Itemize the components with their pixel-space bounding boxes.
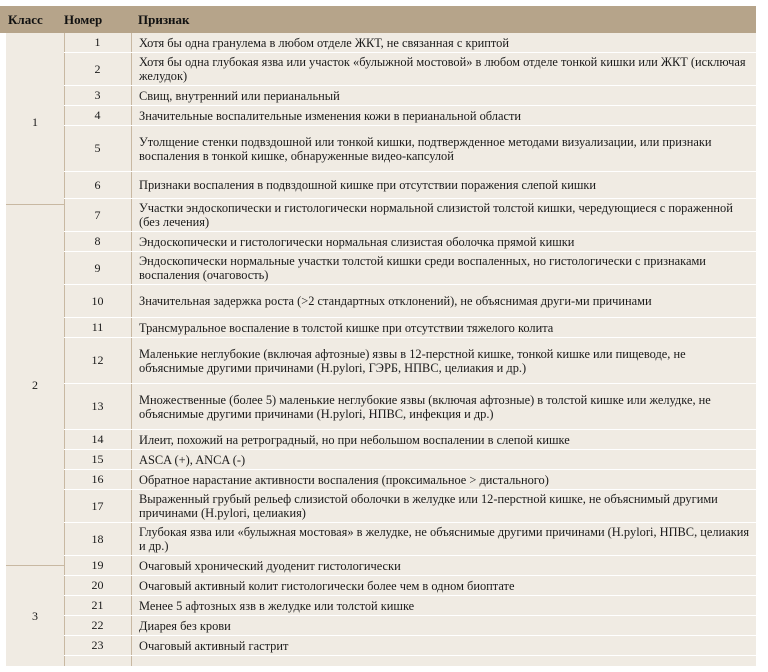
row-feature-text: Илеит, похожий на ретроградный, но при небольшом воспалении в слепой кишке <box>139 432 570 447</box>
table-row <box>64 556 756 576</box>
row-feature <box>139 450 751 469</box>
row-feature-text: Эндоскопически и гистологически нормальная слизистая оболочка прямой кишки <box>139 234 575 249</box>
row-number: 18 <box>91 531 104 546</box>
row-number: 6 <box>94 177 101 192</box>
row-feature-text: Очаговый активный колит гистологически более чем в одном биоптате <box>139 578 515 593</box>
criteria-table <box>6 33 756 666</box>
row-feature <box>139 318 751 337</box>
row-feature <box>139 172 751 198</box>
row-feature <box>139 576 751 595</box>
row-feature <box>139 252 751 284</box>
row-number: 16 <box>91 472 104 486</box>
row-feature-text: Утолщение стенки подвздошной или тонкой кишки, подтвержденное методами визуализации, или признаки воспаления в тонкой кишке, обнаруженные видео-капсулой <box>139 134 712 163</box>
row-feature-text: Трансмуральное воспаление в толстой кишке при отсутствии тяжелого колита <box>139 320 554 335</box>
row-feature <box>139 199 751 231</box>
row-number: 4 <box>94 108 101 122</box>
table-row <box>64 33 756 53</box>
table-header <box>0 6 756 33</box>
row-number: 5 <box>94 141 101 155</box>
table-row <box>64 126 756 172</box>
row-number: 17 <box>91 498 104 513</box>
row-number: 10 <box>91 293 104 308</box>
row-feature <box>139 430 751 449</box>
row-feature-text: Очаговый активный гастрит <box>139 638 289 653</box>
table-row <box>64 523 756 556</box>
row-feature-text: Глубокая язва или «булыжная мостовая» в желудке, не объяснимые другими причинами (H.pylori, НПВС, целиакия и др.) <box>139 525 750 553</box>
row-feature <box>139 53 751 85</box>
row-feature <box>139 232 751 251</box>
row-number: 14 <box>91 432 104 446</box>
table-row <box>64 470 756 490</box>
row-feature-text: Значительная задержка роста (>2 стандартных отклонений), не объяснимая други-ми причинами <box>139 294 652 308</box>
row-feature-text: Хотя бы одна глубокая язва или участок «булыжной мостовой» в любом отделе тонкой кишки или ЖКТ (исключая желудок) <box>139 55 746 83</box>
row-feature <box>139 126 751 171</box>
row-feature-text: Множественные (более 5) маленькие неглубокие язвы (включая афтозные) в толстой кишке или желудке, не объяснимые другими причинами (H.pylori, НПВС, инфекция и др.) <box>139 392 711 421</box>
row-feature-text: Обратное нарастание активности воспаления (проксимальное > дистального) <box>139 472 549 487</box>
table-row <box>64 596 756 616</box>
row-feature <box>139 384 751 429</box>
class-divider <box>6 565 64 566</box>
table-row <box>64 252 756 285</box>
header-class: Класс <box>8 12 43 27</box>
row-feature <box>139 490 751 522</box>
row-feature <box>139 616 751 635</box>
table-row <box>64 430 756 450</box>
row-feature <box>139 33 751 52</box>
row-feature-text: Эндоскопически нормальные участки толстой кишки среди воспаленных, но гистологически с признаками воспаления (очаговость) <box>139 254 706 282</box>
table-row <box>64 86 756 106</box>
table-row <box>64 172 756 199</box>
row-feature-text: Очаговый хронический дуоденит гистологически <box>139 558 401 573</box>
row-number: 20 <box>91 578 104 592</box>
table-row <box>64 199 756 232</box>
row-feature-text: Участки эндоскопически и гистологически нормальной слизистой толстой кишки, чередующиеся с пораженной (без лечения) <box>139 201 733 229</box>
row-feature <box>139 285 751 317</box>
row-feature <box>139 556 751 575</box>
table-row <box>64 53 756 86</box>
row-feature-text: Свищ, внутренний или перианальный <box>139 88 340 103</box>
table-row <box>64 450 756 470</box>
row-feature <box>139 338 751 383</box>
table-row <box>64 285 756 318</box>
table-row <box>64 106 756 126</box>
row-number: 11 <box>91 320 104 334</box>
class-label-1: 1 <box>32 115 38 129</box>
row-feature <box>139 596 751 615</box>
row-feature-text: Выраженный грубый рельеф слизистой оболочки в желудке или 12-перстной кишке, не объяснимый другими причинами (H.pylori, целиакия) <box>139 492 718 520</box>
row-feature <box>139 86 751 105</box>
row-number: 22 <box>91 618 104 632</box>
row-feature <box>139 106 751 125</box>
table-row <box>64 338 756 384</box>
row-feature-text: Менее 5 афтозных язв в желудке или толстой кишке <box>139 598 415 613</box>
row-number: 19 <box>91 558 104 572</box>
row-feature <box>139 523 751 555</box>
row-feature-text: Хотя бы одна гранулема в любом отделе ЖКТ, не связанная с криптой <box>139 35 510 50</box>
row-number: 21 <box>91 598 104 612</box>
table-row <box>64 490 756 523</box>
row-feature-text: Значительные воспалительные изменения кожи в перианальной области <box>139 108 522 123</box>
class-divider <box>6 204 64 205</box>
table-row <box>64 232 756 252</box>
row-number: 2 <box>94 61 101 76</box>
row-number: 23 <box>91 638 104 652</box>
class-label-2: 2 <box>32 378 38 392</box>
row-feature-text: Признаки воспаления в подвздошной кишке при отсутствии поражения слепой кишки <box>139 178 597 192</box>
table-row <box>64 318 756 338</box>
class-column <box>6 33 64 666</box>
row-feature-text: Диарея без крови <box>139 618 231 633</box>
row-feature-text: Маленькие неглубокие (включая афтозные) язвы в 12-перстной кишке, тонкой кишке или пищеводе, не объяснимые другими причинами (H.pylori, ГЭРБ, НПВС, целиакия и др.) <box>139 346 686 375</box>
header-number: Номер <box>64 12 103 27</box>
table-row <box>64 636 756 656</box>
row-number: 12 <box>91 353 104 367</box>
table-row <box>64 576 756 596</box>
row-feature <box>139 636 751 655</box>
row-number: 3 <box>94 88 101 102</box>
row-feature-text: ASCA (+), ANCA (-) <box>139 452 246 467</box>
header-feature: Признак <box>138 12 190 27</box>
row-number: 8 <box>94 234 101 248</box>
class-label-3: 3 <box>32 609 38 623</box>
row-number: 15 <box>91 452 104 466</box>
row-number: 9 <box>94 260 101 275</box>
table-row <box>64 384 756 430</box>
row-feature <box>139 470 751 489</box>
row-number: 13 <box>91 399 104 413</box>
table-row <box>64 616 756 636</box>
row-number: 7 <box>94 207 101 222</box>
row-number: 1 <box>94 35 101 49</box>
